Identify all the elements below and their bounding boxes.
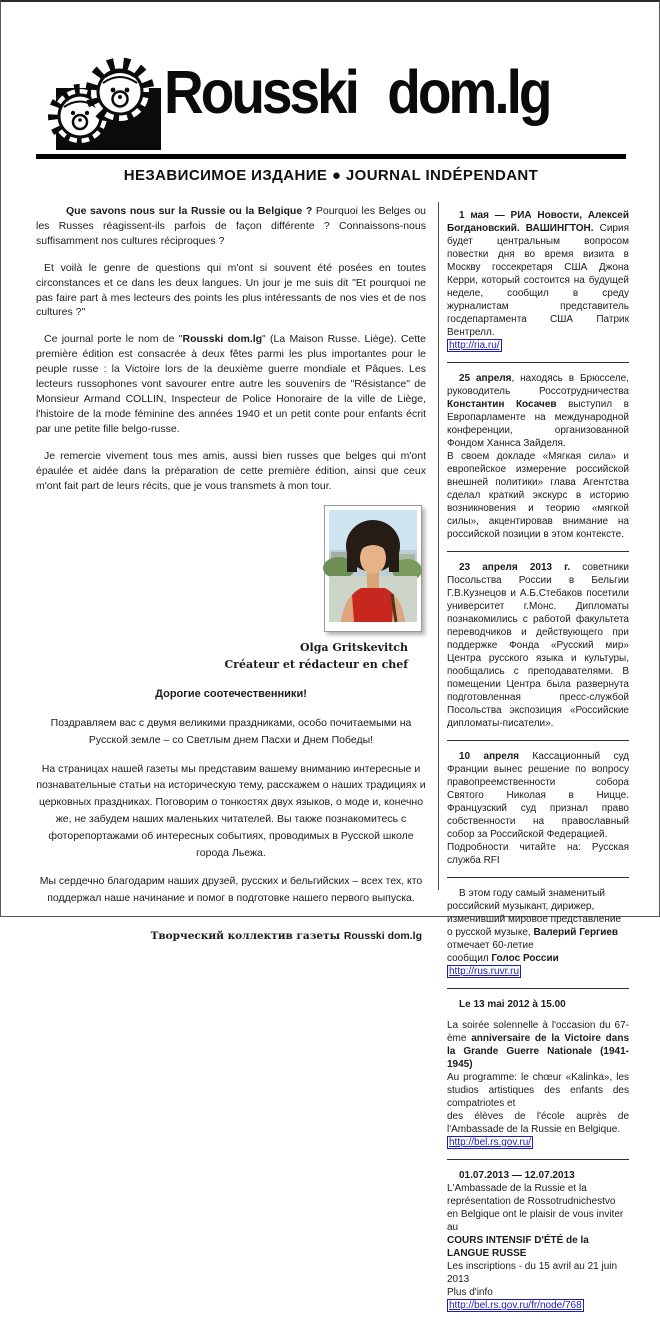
text-run: Кассационный суд Франции вынес решение по вопросу правопреемственности собора Святого Николая в Ницце. Французский суд признал право собственности на православный собор за Российской Федерацией. — [447, 751, 629, 840]
text-run: В этом году самый знаменитый российский музыкант, дирижер, изменивший мировое представление о русской музыке, — [447, 888, 622, 938]
text-run: Pourquoi les Belges ou les Russes réagissent-ils parfois de façon différente ? Connaissons-nous suffisamment nos cultures réciproques ? — [36, 205, 426, 247]
text-run: Константин Косачев — [447, 399, 557, 410]
hyperlink[interactable]: http://bel.rs.gov.ru/ — [449, 1137, 532, 1148]
news-item-kosachev-brussels — [447, 363, 629, 552]
text-run: Ce journal porte le nom de " — [44, 333, 183, 346]
news-paragraph — [447, 450, 629, 541]
photo-caption-role: Créateur et rédacteur en chef — [224, 657, 408, 671]
text-run: Rousski dom.lg — [182, 333, 263, 346]
text-run: 23 апреля 2013 г. — [459, 562, 571, 573]
text-run: Les inscriptions - du 15 avril au 21 juin 2013 — [447, 1261, 618, 1285]
text-run: Je remercie vivement tous mes amis, aussi bien russes que belges qui m'ont épaulée et aidée dans la préparation de cette première édition, ainsi que ceux m'ont fait part de leurs récits, que je vous transmets à mon tour. — [36, 449, 426, 492]
news-item-nice-cathedral — [447, 741, 629, 878]
news-paragraph — [447, 750, 629, 841]
text-run: Que savons nous sur la Russie ou la Belgique ? — [66, 205, 313, 217]
news-item-mons-university — [447, 552, 629, 741]
news-item-gergiev-60 — [447, 878, 629, 989]
news-paragraph — [447, 1286, 629, 1312]
text-run: В своем докладе «Мягкая сила» и европейское измерение российской внешней политики» глава Агентства сделал краткий экскурс в историю возникновения и теорию «мягкой силы», акцентировав внимание на российской позиции в этом контексте. — [447, 451, 629, 540]
news-paragraph — [447, 887, 629, 952]
news-column — [447, 200, 630, 1311]
news-paragraph — [447, 998, 629, 1011]
news-paragraph — [447, 1110, 629, 1136]
text-run: отмечает 60-летие — [447, 940, 534, 951]
news-paragraph — [447, 1234, 629, 1260]
text-run: 10 апреля — [459, 751, 520, 762]
news-paragraph — [447, 1019, 629, 1071]
hyperlink[interactable]: http://ria.ru/ — [449, 340, 500, 351]
news-item-victory-soiree — [447, 989, 629, 1160]
text-run: Le 13 mai 2012 à 15.00 — [459, 999, 566, 1010]
news-item-summer-russian-course — [447, 1160, 629, 1322]
news-paragraph — [447, 1071, 629, 1110]
news-paragraph — [447, 1260, 629, 1286]
news-paragraph — [447, 1169, 629, 1182]
text-run: anniversaire de la Victoire dans la Grande Guerre Nationale (1941-1945) — [447, 1033, 630, 1070]
editor-photo-figure — [36, 505, 426, 673]
greeting-paragraph: Мы сердечно благодарим наших друзей, русских и бельгийских – всех тех, кто поддержал наше начинание и помог в подготовке нашего первого выпуска. — [39, 875, 423, 905]
masthead — [36, 54, 626, 184]
text-run: COURS INTENSIF D'ÉTÉ de la LANGUE RUSSE — [447, 1235, 589, 1259]
news-paragraph — [447, 372, 629, 450]
editor-photo — [324, 505, 422, 632]
mascot-characters-icon — [36, 54, 161, 152]
text-run: , находясь в Брюсселе, руководитель Россотрудничества — [447, 373, 629, 397]
hyperlink[interactable]: http://rus.ruvr.ru — [449, 966, 520, 977]
column-divider — [438, 202, 439, 890]
text-run: La soirée solennelle à l'occasion du 67-ème — [447, 1020, 629, 1044]
news-paragraph — [447, 561, 629, 730]
text-run: des élèves de l'école auprès de l'Ambassade de la Russie en Belgique. — [447, 1111, 629, 1135]
text-run: " (La Maison Russe. Liège). Cette première édition est consacrée à deux fêtes parmi les plus importantes pour le peuple russe : la Victoire lors de la deuxième guerre mondiale et Pâques. Les lecteurs russophones vont savourer entre autre les souvenirs de "Résistance" de Monsieur Armand COLLIN, Inspecteur de Police Honoraire de la ville de Liège, l'histoire de la mode féminine des années 1940 et un petit conte pour enfants écrit par une petite fille belgo-russe. — [36, 333, 427, 435]
signature-line — [36, 929, 426, 944]
text-run: Подробности читайте на: Русская служба RFI — [447, 842, 629, 866]
news-paragraph — [447, 952, 629, 978]
news-paragraph — [447, 1136, 629, 1149]
greeting-paragraph: На страницах нашей газеты мы представим вашему вниманию интересные и познавательные статьи на историческую тему, расскажем о наших традициях и церковных праздниках. Поговорим о тонкостях двух языков, о моде и, конечно же, не забудем наших маленьких читателей. Вы также познакомитесь с фоторепортажами об интересных событиях, проводимых в Русской школе города Льежа. — [36, 762, 426, 859]
text-run: 25 апреля — [459, 373, 512, 384]
news-paragraph — [447, 209, 629, 339]
text-run: 01.07.2013 — 12.07.2013 — [459, 1170, 575, 1181]
news-paragraph — [447, 339, 629, 352]
logo-title: Rousski dom.lg — [164, 57, 550, 127]
text-run: сообщил — [447, 953, 492, 964]
editorial-paragraph — [36, 332, 426, 436]
signature-logo-text: Rousski dom.lg — [343, 929, 422, 942]
editorial-column — [36, 204, 426, 944]
greeting-heading: Дорогие соотечественники! — [155, 688, 307, 701]
logo-row — [36, 54, 626, 152]
news-item-ria-syria — [447, 200, 629, 363]
text-run: 1 мая — РИА Новости, Алексей Богдановский. ВАШИНГТОН. — [447, 210, 629, 234]
editor-photo-image — [329, 510, 417, 622]
photo-caption-name: Olga Gritskevitch — [299, 641, 408, 655]
hyperlink[interactable]: http://bel.rs.gov.ru/fr/node/768 — [449, 1300, 582, 1311]
text-run: Валерий Гергиев — [533, 927, 619, 938]
masthead-tagline: НЕЗАВИСИМОЕ ИЗДАНИЕ ● JOURNAL INDÉPENDANT — [123, 167, 539, 184]
text-run: Et voilà le genre de questions qui m'ont si souvent été posées en toutes circonstances et ce dans les deux langues. Un jour je me suis dit "Et pourquoi ne pas faire part à mes lecteurs des points les plus intéressants de nos vies et de nos cultures ?" — [36, 261, 426, 319]
text-run: Plus d'info — [447, 1287, 493, 1298]
editorial-paragraph — [36, 204, 426, 249]
signature-text: Творческий коллектив газеты — [150, 929, 344, 942]
editorial-paragraph — [36, 261, 426, 321]
text-run: Au programme: le chœur «Kalinka», les studios artistiques des enfants des compatriotes et — [447, 1072, 629, 1109]
editorial-paragraph — [36, 449, 426, 494]
text-run: L'Ambassade de la Russie et la représentation de Rossotrudnichestvo en Belgique ont le plaisir de vous inviter au — [447, 1183, 624, 1233]
greeting-paragraph: Поздравляем вас с двумя великими праздниками, особо почитаемыми на Русской земле – со Светлым днем Пасхи и Днем Победы! — [50, 716, 412, 746]
news-paragraph — [447, 1182, 629, 1234]
photo-caption — [36, 640, 426, 673]
text-run: Сирия будет центральным вопросом повестки дня во время визита в Москву госсекретаря США Джона Керри, который состоится на будущей неделе, сообщил в среду журналистам представитель госдепартамента США Патрик Вентрелл. — [447, 223, 629, 338]
text-run: выступил в Европарламенте на международной конференции, организованной Фондом Ханнса Зайделя. — [447, 399, 629, 449]
text-run: Голос России — [491, 953, 559, 964]
text-run: советники Посольства России в Бельгии Г.В.Кузнецов и А.Б.Стебаков посетили университет г.Монс. Дипломаты познакомились с работой факультета переводчиков и действующего при поддержке Фонда «Русский мир» Центра русского языка и культуры, пообщались с преподавателями. В помещении Центра была развернута подготовленная пресс-службой Посольства экспозиция «Российские дипломаты-писатели». — [447, 562, 629, 729]
news-paragraph — [447, 841, 629, 867]
